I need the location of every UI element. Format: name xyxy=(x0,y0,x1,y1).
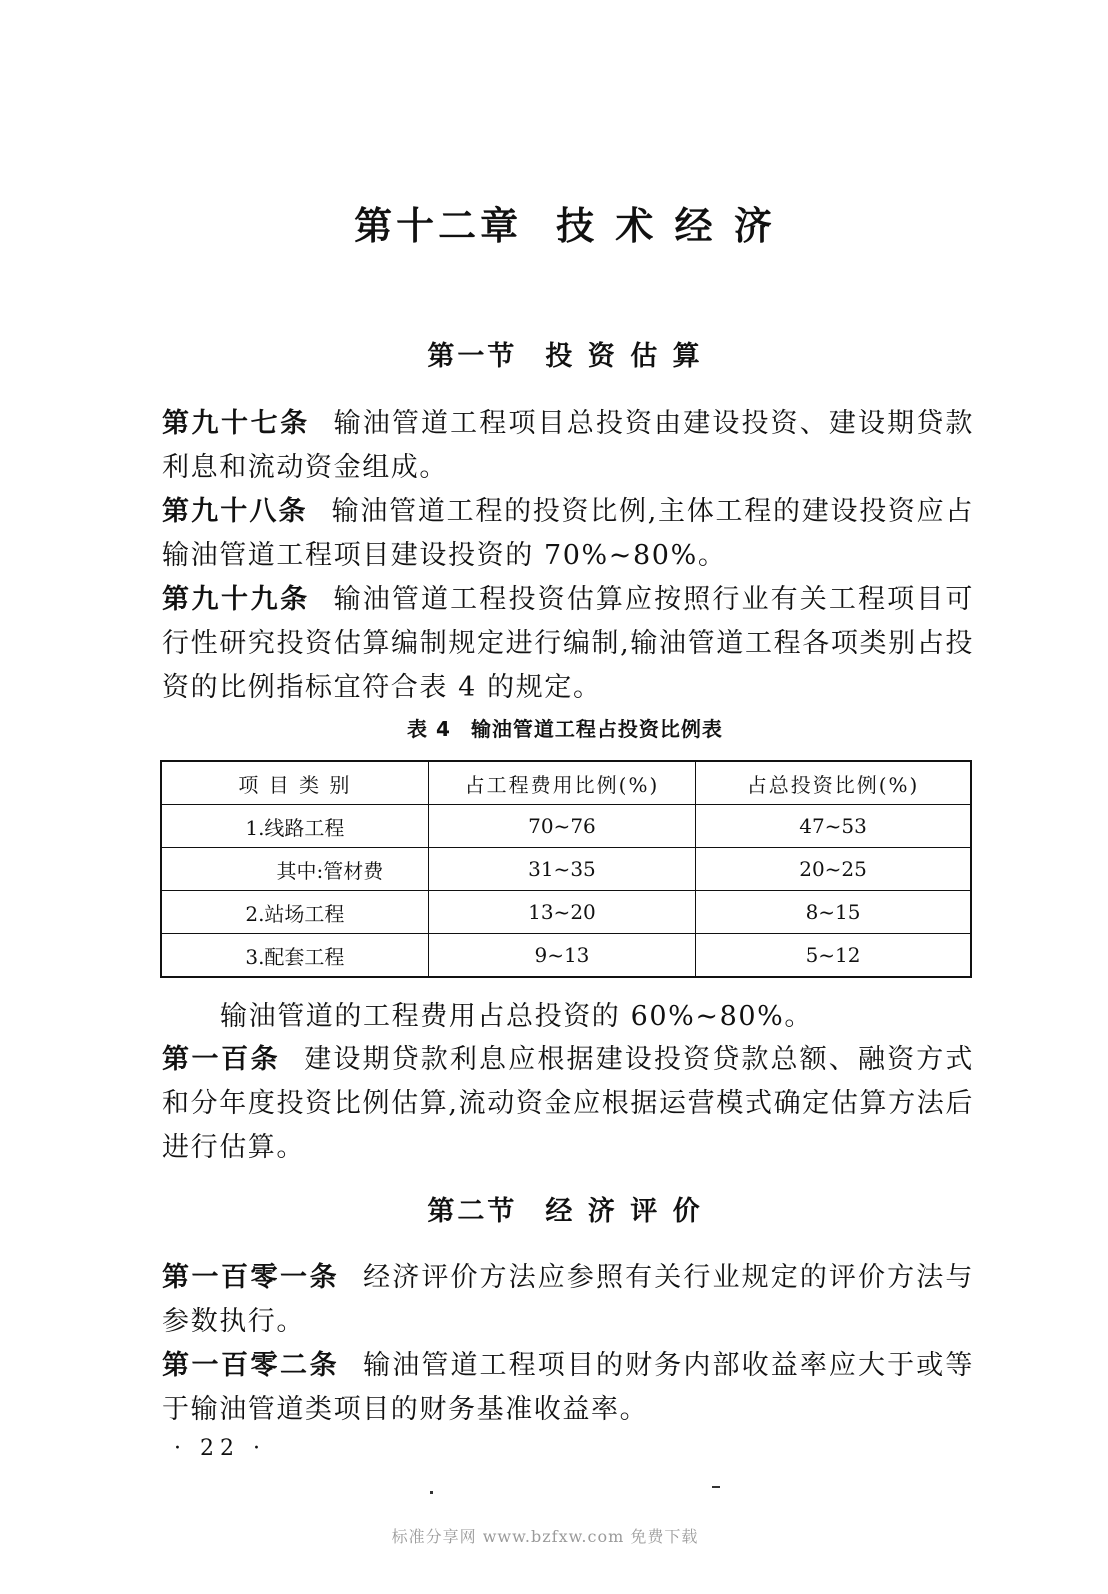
article-text: 输油管道工程的投资比例,主体工程的建设投资应占输油管道工程项目建设投资的 70%~80%。 xyxy=(162,496,974,571)
table-caption-number: 表 4 xyxy=(407,717,451,741)
section-1-number: 第一节 xyxy=(427,341,518,372)
table-row xyxy=(161,891,971,934)
article-text: 建设期贷款利息应根据建设投资贷款总额、融资方式和分年度投资比例估算,流动资金应根据运营模式确定估算方法后进行估算。 xyxy=(162,1044,974,1163)
table-cell: 8~15 xyxy=(696,891,971,934)
scan-speck xyxy=(712,1486,720,1488)
table-cell: 9~13 xyxy=(428,934,695,978)
article-number: 第一百零二条 xyxy=(162,1350,340,1381)
chapter-title xyxy=(0,196,1108,256)
page-number: · 22 · xyxy=(174,1436,266,1461)
table-cell: 3.配套工程 xyxy=(161,934,428,978)
investment-ratio-table xyxy=(160,760,972,978)
article-number: 第一百零一条 xyxy=(162,1262,340,1293)
table-cell: 2.站场工程 xyxy=(161,891,428,934)
article-98 xyxy=(162,490,974,578)
article-text: 经济评价方法应参照有关行业规定的评价方法与参数执行。 xyxy=(162,1262,974,1337)
article-number: 第九十八条 xyxy=(162,496,308,527)
article-text: 输油管道工程项目总投资由建设投资、建设期贷款利息和流动资金组成。 xyxy=(162,408,974,483)
scan-speck xyxy=(430,1491,433,1494)
table-caption-title: 输油管道工程占投资比例表 xyxy=(470,717,723,741)
table-cell: 13~20 xyxy=(428,891,695,934)
table-cell: 1.线路工程 xyxy=(161,805,428,848)
column-header: 项 目 类 别 xyxy=(161,761,428,805)
table-cell: 47~53 xyxy=(696,805,971,848)
article-number: 第九十九条 xyxy=(162,584,310,615)
table-cell: 70~76 xyxy=(428,805,695,848)
article-number: 第九十七条 xyxy=(162,408,310,439)
column-header: 占工程费用比例(%) xyxy=(428,761,695,805)
article-100 xyxy=(162,1038,974,1170)
chapter-name: 技 术 经 济 xyxy=(556,204,776,248)
article-number: 第一百条 xyxy=(162,1044,281,1075)
section-2-name: 经 济 评 价 xyxy=(545,1196,703,1227)
article-99 xyxy=(162,578,974,710)
section-title-2 xyxy=(0,1192,1108,1232)
section-2-number: 第二节 xyxy=(427,1196,518,1227)
section-title-1 xyxy=(0,337,1108,377)
article-101 xyxy=(162,1256,974,1344)
table-header-row xyxy=(161,761,971,805)
table-cell: 20~25 xyxy=(696,848,971,891)
column-header: 占总投资比例(%) xyxy=(696,761,971,805)
table-row xyxy=(161,934,971,978)
section-1-name: 投 资 估 算 xyxy=(545,341,703,372)
table-note: 输油管道的工程费用占总投资的 60%~80%。 xyxy=(220,1001,814,1032)
table-cell: 31~35 xyxy=(428,848,695,891)
table-caption xyxy=(0,713,1108,745)
table-cell: 其中:管材费 xyxy=(161,848,428,891)
article-text: 输油管道工程项目的财务内部收益率应大于或等于输油管道类项目的财务基准收益率。 xyxy=(162,1350,974,1425)
table-cell: 5~12 xyxy=(696,934,971,978)
watermark: 标准分享网 www.bzfxw.com 免费下载 xyxy=(391,1527,699,1546)
article-102 xyxy=(162,1344,974,1432)
article-text: 输油管道工程投资估算应按照行业有关工程项目可行性研究投资估算编制规定进行编制,输油管道工程各项类别占投资的比例指标宜符合表 4 的规定。 xyxy=(162,584,974,703)
table-row xyxy=(161,805,971,848)
chapter-number: 第十二章 xyxy=(354,204,523,248)
article-97 xyxy=(162,402,974,490)
table-row xyxy=(161,848,971,891)
